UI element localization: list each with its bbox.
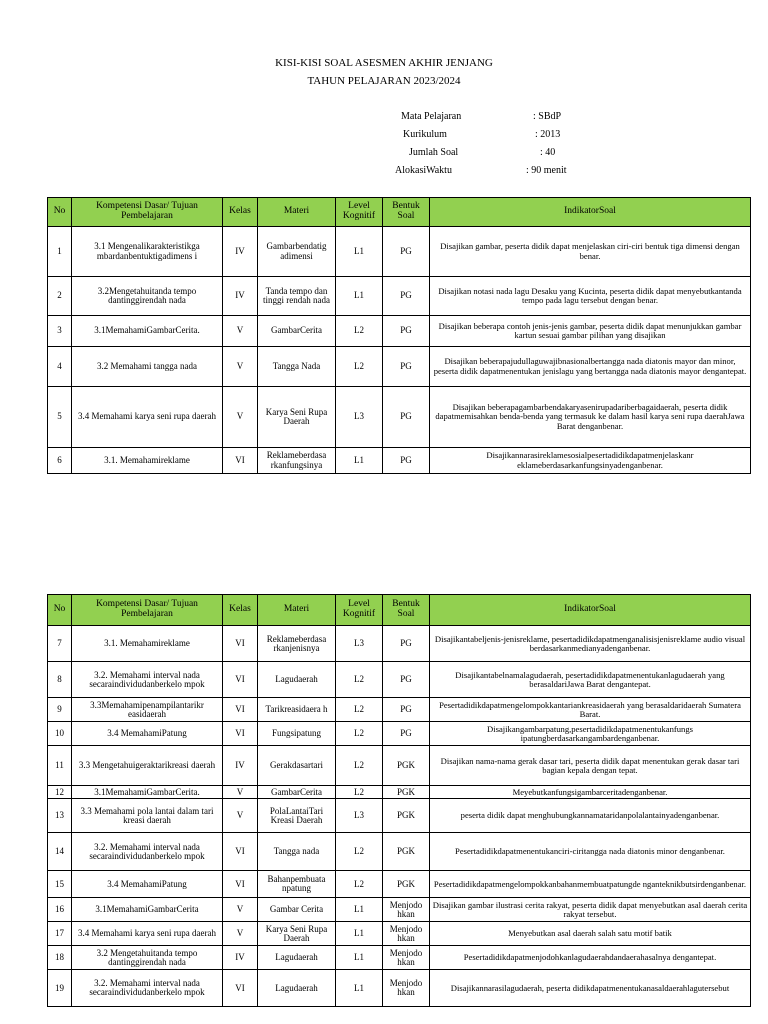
- cell-materi: Tangga Nada: [258, 347, 336, 387]
- cell-ind: Pesertadidikdapatmenjodohkanlagudaerahdandaerahasalnya dengantepat.: [430, 946, 751, 970]
- cell-level: L3: [336, 799, 383, 833]
- cell-kelas: VI: [223, 626, 258, 662]
- cell-kelas: VI: [223, 722, 258, 746]
- cell-materi: Reklameberdasa rkanjenisnya: [258, 626, 336, 662]
- table-row: [48, 898, 751, 922]
- cell-bentuk: PGK: [383, 799, 430, 833]
- cell-kd: 3.2. Memahami interval nada secaraindividudanberkelo mpok: [72, 833, 223, 871]
- cell-no: 19: [48, 970, 72, 1007]
- cell-materi: Karya Seni Rupa Daerah: [258, 387, 336, 448]
- document-subtitle: TAHUN PELAJARAN 2023/2024: [307, 75, 461, 87]
- table-row: [48, 277, 751, 316]
- cell-bentuk: PGK: [383, 871, 430, 898]
- cell-level: L1: [336, 922, 383, 946]
- cell-kd: 3.1. Memahamireklame: [72, 448, 223, 474]
- cell-kd: 3.1MemahamiGambarCerita: [72, 898, 223, 922]
- cell-no: 6: [48, 448, 72, 474]
- meta-label: Jumlah Soal: [409, 147, 459, 158]
- document-title: KISI-KISI SOAL ASESMEN AKHIR JENJANG: [275, 57, 493, 69]
- cell-kelas: V: [223, 316, 258, 347]
- cell-ind: Disajikantabeljenis-jenisreklame, pesertadidikdapatmenganalisisjenisreklame audio visual berdasarkanmedianyadenganbenar.: [430, 626, 751, 662]
- cell-no: 1: [48, 227, 72, 277]
- cell-level: L2: [336, 347, 383, 387]
- meta-label: Mata Pelajaran: [401, 111, 462, 122]
- cell-ind: Disajikannarasilagudaerah, peserta didikdapatmenentukanasaldaerahlagutersebut: [430, 970, 751, 1007]
- cell-materi: Tarikreasidaera h: [258, 698, 336, 722]
- cell-ind: Disajikan gambar ilustrasi cerita rakyat, peserta didik dapat menyebutkan asal daerah cerita rakyat tersebut.: [430, 898, 751, 922]
- cell-ind: Disajikan beberapajudullaguwajibnasionalbertangga nada diatonis mayor dan minor, peserta didik dapatmenentukan jenislagu yang bertangga nada diatonis mayor dengantepat.: [430, 347, 751, 387]
- table-row: [48, 786, 751, 799]
- cell-level: L3: [336, 387, 383, 448]
- cell-kelas: V: [223, 898, 258, 922]
- table-row: [48, 970, 751, 1007]
- cell-kd: 3.1. Memahamireklame: [72, 626, 223, 662]
- cell-bentuk: PG: [383, 698, 430, 722]
- table-row: [48, 387, 751, 448]
- cell-level: L3: [336, 626, 383, 662]
- cell-materi: GambarCerita: [258, 786, 336, 799]
- cell-kd: 3.2. Memahami interval nada secaraindividudanberkelo mpok: [72, 970, 223, 1007]
- cell-level: L2: [336, 698, 383, 722]
- cell-materi: Reklameberdasa rkanfungsinya: [258, 448, 336, 474]
- cell-kelas: VI: [223, 698, 258, 722]
- cell-ind: Meyebutkanfungsigambarceritadenganbenar.: [430, 786, 751, 799]
- col-header-no: No: [48, 595, 72, 626]
- table-row: [48, 833, 751, 871]
- col-header-indikator: IndikatorSoal: [430, 595, 751, 626]
- table-row: [48, 316, 751, 347]
- meta-value: : 2013: [535, 129, 561, 140]
- col-header-level: Level Kognitif: [336, 595, 383, 626]
- cell-level: L2: [336, 662, 383, 698]
- table-row: [48, 871, 751, 898]
- cell-ind: Disajikan beberapa contoh jenis-jenis gambar, peserta didik dapat menunjukkan gambar kartun sesuai gambar pilihan yang disajikan: [430, 316, 751, 347]
- meta-value: : SBdP: [533, 111, 562, 122]
- cell-materi: Tangga nada: [258, 833, 336, 871]
- cell-kd: 3.3 Memahami pola lantai dalam tari kreasi daerah: [72, 799, 223, 833]
- cell-no: 4: [48, 347, 72, 387]
- cell-materi: Gerakdasartari: [258, 746, 336, 786]
- cell-bentuk: PG: [383, 227, 430, 277]
- cell-bentuk: PG: [383, 316, 430, 347]
- cell-bentuk: PG: [383, 662, 430, 698]
- cell-level: L2: [336, 871, 383, 898]
- cell-kelas: VI: [223, 448, 258, 474]
- cell-ind: Disajikan notasi nada lagu Desaku yang Kucinta, peserta didik dapat menyebutkantanda tempo pada lagu tersebut dengan benar.: [430, 277, 751, 316]
- cell-kelas: VI: [223, 833, 258, 871]
- cell-kelas: VI: [223, 662, 258, 698]
- cell-ind: Disajikangambarpatung,pesertadidikdapatmenentukanfungs ipatungberdasarkangambardenganbenar.: [430, 722, 751, 746]
- cell-bentuk: Menjodo hkan: [383, 922, 430, 946]
- cell-ind: Disajikan beberapagambarbendakaryasenirupadariberbagaidaerah, peserta didik dapatmemisahkan benda-benda yang termasuk ke dalam hasil karya seni rupa daerahJawa Barat denganbenar.: [430, 387, 751, 448]
- cell-kelas: V: [223, 922, 258, 946]
- cell-materi: Tanda tempo dan tinggi rendah nada: [258, 277, 336, 316]
- cell-no: 8: [48, 662, 72, 698]
- cell-ind: Pesertadidikdapatmengelompokkantariankreasidaerah yang berasaldaridaerah Sumatera Barat.: [430, 698, 751, 722]
- meta-value: : 90 menit: [526, 165, 567, 176]
- cell-level: L2: [336, 722, 383, 746]
- cell-bentuk: PG: [383, 626, 430, 662]
- cell-kelas: VI: [223, 970, 258, 1007]
- cell-ind: Disajikan gambar, peserta didik dapat menjelaskan ciri-ciri bentuk tiga dimensi dengan benar.: [430, 227, 751, 277]
- cell-bentuk: PG: [383, 277, 430, 316]
- table-row: [48, 448, 751, 474]
- table-row: [48, 722, 751, 746]
- cell-level: L2: [336, 786, 383, 799]
- table-row: [48, 662, 751, 698]
- cell-kd: 3.2 Memahami tangga nada: [72, 347, 223, 387]
- cell-kd: 3.4 Memahami karya seni rupa daerah: [72, 387, 223, 448]
- table-row: [48, 227, 751, 277]
- cell-level: L1: [336, 277, 383, 316]
- cell-no: 2: [48, 277, 72, 316]
- cell-no: 17: [48, 922, 72, 946]
- cell-kelas: VI: [223, 871, 258, 898]
- cell-level: L1: [336, 448, 383, 474]
- cell-kelas: V: [223, 387, 258, 448]
- cell-ind: Disajikan nama-nama gerak dasar tari, peserta didik dapat menentukan gerak dasar tari bagian kepala dengan tepat.: [430, 746, 751, 786]
- cell-kelas: IV: [223, 946, 258, 970]
- meta-value: : 40: [540, 147, 556, 158]
- cell-level: L1: [336, 946, 383, 970]
- cell-bentuk: PGK: [383, 833, 430, 871]
- cell-no: 3: [48, 316, 72, 347]
- col-header-kd: Kompetensi Dasar/ Tujuan Pembelajaran: [72, 198, 223, 227]
- cell-kelas: V: [223, 347, 258, 387]
- table-row: [48, 746, 751, 786]
- cell-kelas: IV: [223, 277, 258, 316]
- col-header-no: No: [48, 198, 72, 227]
- cell-kd: 3.1MemahamiGambarCerita.: [72, 786, 223, 799]
- col-header-kelas: Kelas: [223, 595, 258, 626]
- cell-bentuk: Menjodo hkan: [383, 946, 430, 970]
- cell-ind: peserta didik dapat menghubungkannamataridanpolalantainyadenganbenar.: [430, 799, 751, 833]
- cell-materi: Lagudaerah: [258, 970, 336, 1007]
- cell-kelas: IV: [223, 227, 258, 277]
- kisi-table-2: [47, 594, 751, 1007]
- cell-level: L2: [336, 316, 383, 347]
- cell-bentuk: PGK: [383, 786, 430, 799]
- col-header-kd: Kompetensi Dasar/ Tujuan Pembelajaran: [72, 595, 223, 626]
- cell-kelas: V: [223, 799, 258, 833]
- table-row: [48, 799, 751, 833]
- cell-materi: Lagudaerah: [258, 946, 336, 970]
- cell-kd: 3.4 MemahamiPatung: [72, 871, 223, 898]
- cell-kd: 3.4 Memahami karya seni rupa daerah: [72, 922, 223, 946]
- col-header-bentuk: Bentuk Soal: [383, 198, 430, 227]
- cell-no: 11: [48, 746, 72, 786]
- cell-bentuk: PG: [383, 448, 430, 474]
- table-row: [48, 347, 751, 387]
- col-header-indikator: IndikatorSoal: [430, 198, 751, 227]
- table-row: [48, 698, 751, 722]
- cell-materi: Lagudaerah: [258, 662, 336, 698]
- kisi-table-1: [47, 197, 751, 474]
- cell-ind: Menyebutkan asal daerah salah satu motif batik: [430, 922, 751, 946]
- meta-label: Kurikulum: [403, 129, 447, 140]
- cell-ind: Disajikantabelnamalagudaerah, pesertadidikdapatmenentukanlagudaerah yang berasaldariJawa Barat dengantepat.: [430, 662, 751, 698]
- cell-bentuk: PG: [383, 387, 430, 448]
- cell-kd: 3.1MemahamiGambarCerita.: [72, 316, 223, 347]
- cell-bentuk: PG: [383, 347, 430, 387]
- cell-kd: 3.2Mengetahuitanda tempo dantinggirendah nada: [72, 277, 223, 316]
- cell-bentuk: PG: [383, 722, 430, 746]
- meta-label: AlokasiWaktu: [395, 165, 452, 176]
- col-header-materi: Materi: [258, 595, 336, 626]
- cell-no: 13: [48, 799, 72, 833]
- col-header-materi: Materi: [258, 198, 336, 227]
- cell-materi: Bahanpembuata npatung: [258, 871, 336, 898]
- cell-no: 10: [48, 722, 72, 746]
- cell-kd: 3.4 MemahamiPatung: [72, 722, 223, 746]
- cell-materi: Gambarbendatig adimensi: [258, 227, 336, 277]
- cell-level: L2: [336, 746, 383, 786]
- cell-ind: Disajikannarasireklamesosialpesertadidikdapatmenjelaskanr eklameberdasarkanfungsinyadenganbenar.: [430, 448, 751, 474]
- cell-no: 15: [48, 871, 72, 898]
- cell-no: 5: [48, 387, 72, 448]
- cell-ind: Pesertadidikdapatmenentukanciri-ciritangga nada diatonis minor denganbenar.: [430, 833, 751, 871]
- cell-no: 12: [48, 786, 72, 799]
- cell-kelas: V: [223, 786, 258, 799]
- cell-materi: Fungsipatung: [258, 722, 336, 746]
- cell-materi: GambarCerita: [258, 316, 336, 347]
- cell-ind: Pesertadidikdapatmengelompokkanbahanmembuatpatungde nganteknikbutsirdenganbenar.: [430, 871, 751, 898]
- cell-bentuk: Menjodo hkan: [383, 970, 430, 1007]
- col-header-level: Level Kognitif: [336, 198, 383, 227]
- table-row: [48, 946, 751, 970]
- cell-level: L1: [336, 227, 383, 277]
- table-row: [48, 922, 751, 946]
- cell-no: 18: [48, 946, 72, 970]
- cell-materi: Karya Seni Rupa Daerah: [258, 922, 336, 946]
- cell-materi: PolaLantaiTari Kreasi Daerah: [258, 799, 336, 833]
- cell-kelas: IV: [223, 746, 258, 786]
- cell-no: 16: [48, 898, 72, 922]
- table-row: [48, 626, 751, 662]
- cell-kd: 3.2. Memahami interval nada secaraindividudanberkelo mpok: [72, 662, 223, 698]
- cell-bentuk: PGK: [383, 746, 430, 786]
- cell-no: 7: [48, 626, 72, 662]
- cell-kd: 3.3 Mengetahuigeraktarikreasi daerah: [72, 746, 223, 786]
- cell-kd: 3.1 Mengenalikarakteristikga mbardanbentuktigadimens i: [72, 227, 223, 277]
- col-header-bentuk: Bentuk Soal: [383, 595, 430, 626]
- cell-materi: Gambar Cerita: [258, 898, 336, 922]
- cell-level: L1: [336, 970, 383, 1007]
- cell-no: 14: [48, 833, 72, 871]
- cell-kd: 3.2 Mengetahuitanda tempo dantinggirendah nada: [72, 946, 223, 970]
- cell-level: L1: [336, 898, 383, 922]
- cell-level: L2: [336, 833, 383, 871]
- col-header-kelas: Kelas: [223, 198, 258, 227]
- cell-bentuk: Menjodo hkan: [383, 898, 430, 922]
- cell-kd: 3.3Memahamipenampilantarikr easidaerah: [72, 698, 223, 722]
- cell-no: 9: [48, 698, 72, 722]
